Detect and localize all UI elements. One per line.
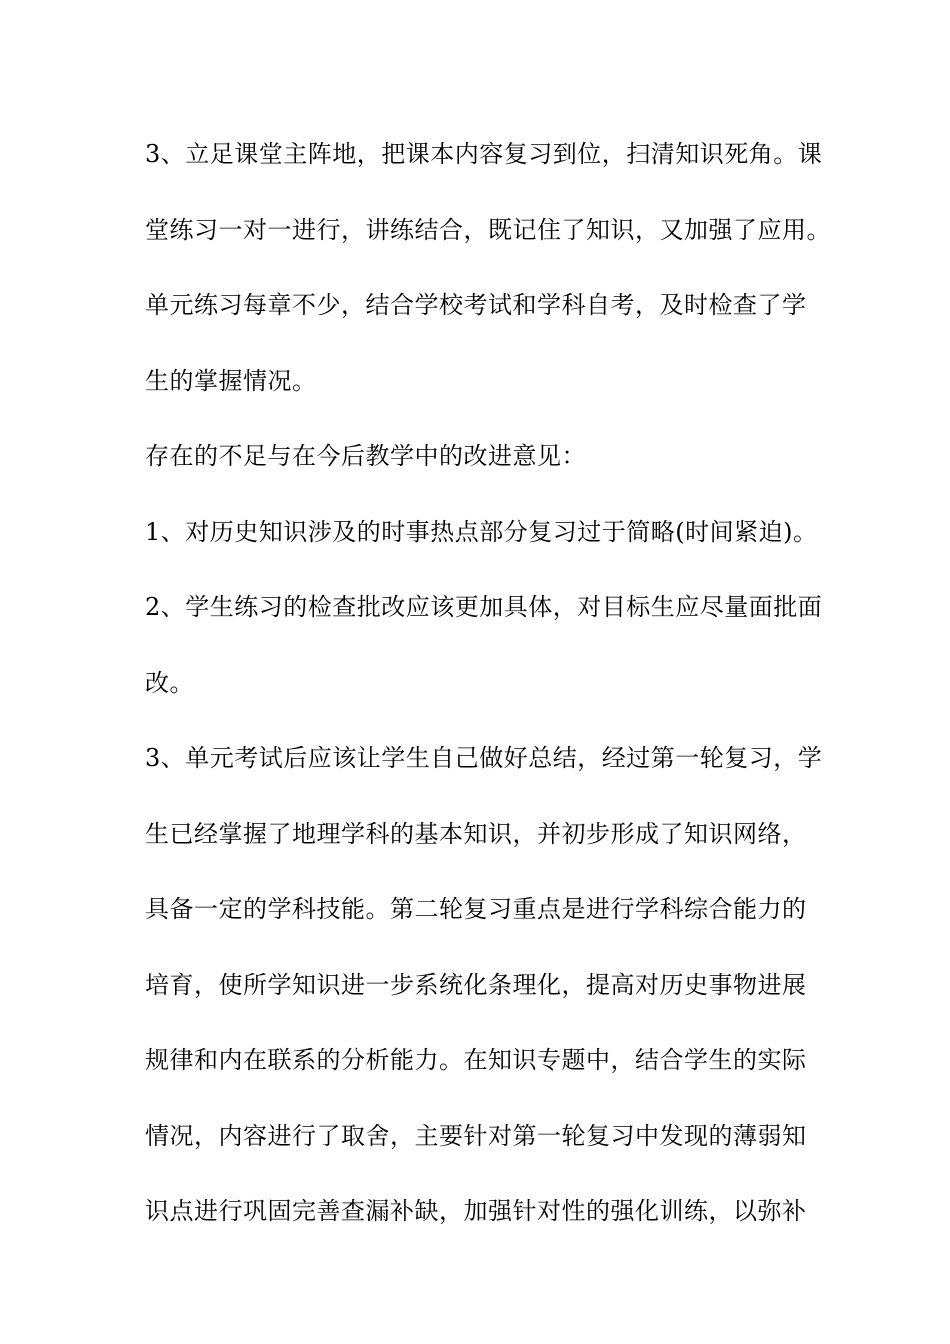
text-line: 具备一定的学科技能。第二轮复习重点是进行学科综合能力的: [145, 895, 807, 923]
text-line: 改。: [145, 668, 194, 697]
text-line: 生已经掌握了地理学科的基本知识，并初步形成了知识网络，: [145, 819, 807, 848]
text-line: 培育，使所学知识进一步系统化条理化，提高对历史事物进展: [145, 970, 807, 999]
section-heading: 存在的不足与在今后教学中的改进意见：: [145, 442, 586, 470]
text-line: 识点进行巩固完善查漏补缺，加强针对性的强化训练，以弥补: [145, 1197, 807, 1225]
text-line: 3、立足课堂主阵地，把课本内容复习到位，扫清知识死角。课: [145, 140, 823, 168]
text-line: 1、对历史知识涉及的时事热点部分复习过于简略(时间紧迫)。: [145, 517, 818, 546]
text-line: 规律和内在联系的分析能力。在知识专题中，结合学生的实际: [145, 1046, 807, 1074]
text-line: 2、学生练习的检查批改应该更加具体，对目标生应尽量面批面: [145, 593, 823, 621]
text-line: 3、单元考试后应该让学生自己做好总结，经过第一轮复习，学: [145, 744, 823, 772]
text-line: 单元练习每章不少，结合学校考试和学科自考，及时检查了学: [145, 291, 807, 319]
document-body: [145, 130, 831, 1263]
text-line: 情况，内容进行了取舍，主要针对第一轮复习中发现的薄弱知: [145, 1121, 807, 1150]
text-line: 生的掌握情况。: [145, 366, 317, 395]
text-line: 堂练习一对一进行，讲练结合，既记住了知识，又加强了应用。: [145, 215, 831, 244]
